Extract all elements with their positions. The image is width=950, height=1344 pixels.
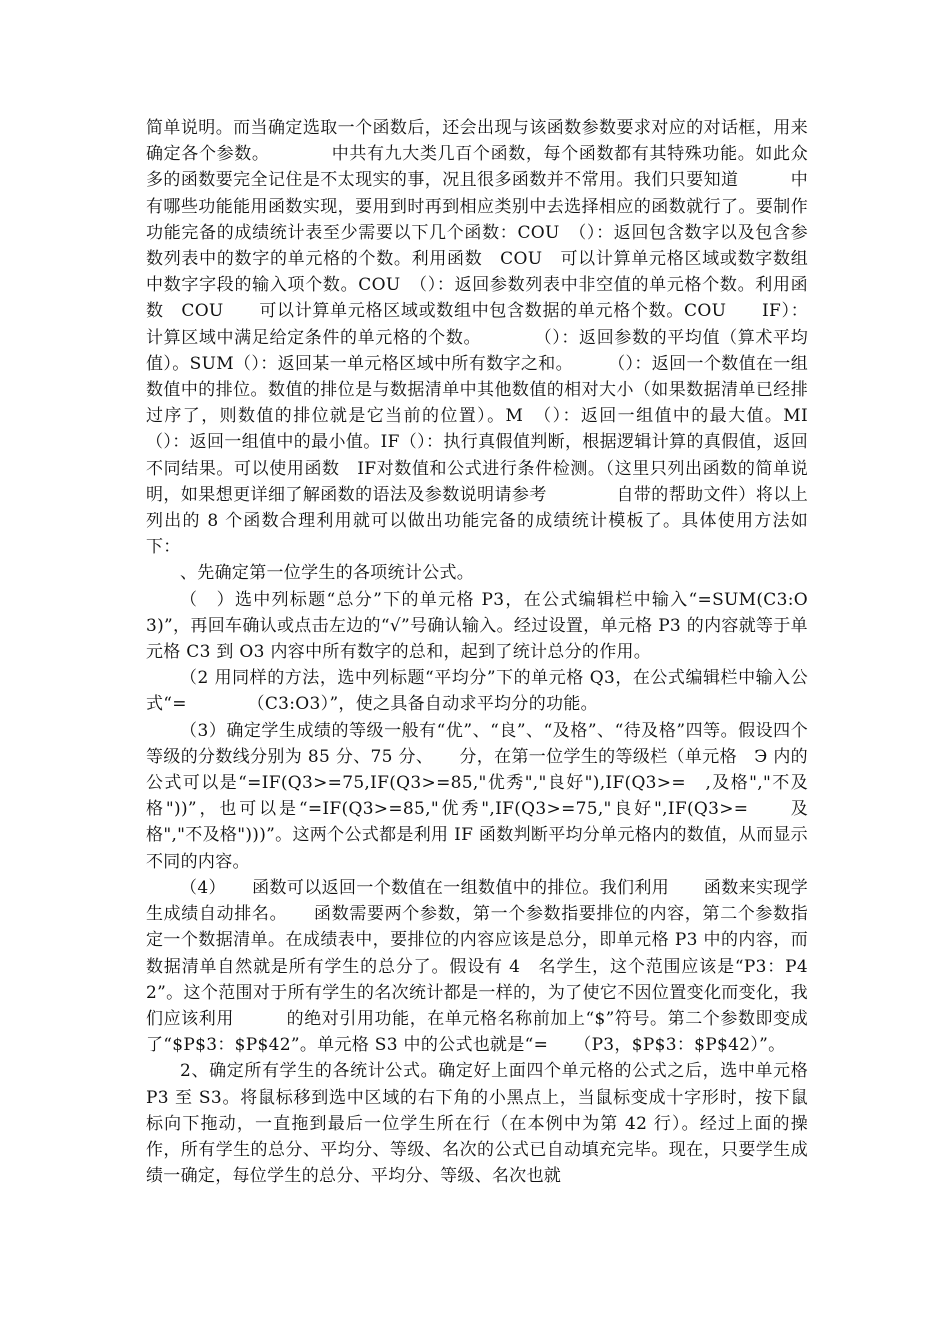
paragraph-step1-rank: （4） 函数可以返回一个数值在一组数值中的排位。我们利用 函数来实现学生成绩自动排名。 函数需要两个参数，第一个参数指要排位的内容，第二个参数指定一个数据清单。在成绩表中，要排位的内容应该是总分，即单元格 P3 中的内容，而数据清单自然就是所有学生的总分了。假设有 4 名学生，这个范围应该是“P3：P42”。这个范围对于所有学生的名次统计都是一样的，为了使它不因位置变化而变化，我们应该利用 的绝对引用功能，在单元格名称前加上“$”符号。第二个参数即变成了“$P$3：$P$42”。单元格 S3 中的公式也就是“= （P3，$P$3：$P$42）”。 <box>146 877 808 1056</box>
paragraph-step1-heading: 、先确定第一位学生的各项统计公式。 <box>180 563 475 584</box>
document-body <box>146 115 808 1189</box>
paragraph-step1-average: （2 用同样的方法，选中列标题“平均分”下的单元格 Q3，在公式编辑栏中输入公式“= （C3:O3）”，使之具备自动求平均分的功能。 <box>146 668 808 715</box>
paragraph-step1-total: （ ）选中列标题“总分”下的单元格 P3，在公式编辑栏中输入“=SUM(C3:O3)”，再回车确认或点击左边的“√”号确认输入。经过设置，单元格 P3 的内容就等于单元格 C3 到 O3 内容中所有数字的总和，起到了统计总分的作用。 <box>146 589 808 663</box>
paragraph-function-overview: 简单说明。而当确定选取一个函数后，还会出现与该函数参数要求对应的对话框，用来确定各个参数。 中共有九大类几百个函数，每个函数都有其特殊功能。如此众多的函数要完全记住是不太现实的事，况且很多函数并不常用。我们只要知道 中有哪些功能能用函数实现，要用到时再到相应类别中去选择相应的函数就行了。要制作功能完备的成绩统计表至少需要以下几个函数：COU （）：返回包含数字以及包含参数列表中的数字的单元格的个数。利用函数 COU 可以计算单元格区域或数字数组中数字字段的输入项个数。COU （）：返回参数列表中非空值的单元格个数。利用函数 COU 可以计算单元格区域或数组中包含数据的单元格个数。COU IF）：计算区域中满足给定条件的单元格的个数。 （）：返回参数的平均值（算术平均值）。SUM（）：返回某一单元格区域中所有数字之和。 （）：返回一个数值在一组数值中的排位。数值的排位是与数据清单中其他数值的相对大小（如果数据清单已经排过序了，则数值的排位就是它当前的位置）。M （）：返回一组值中的最大值。MI（）：返回一组值中的最小值。IF（）：执行真假值判断，根据逻辑计算的真假值，返回不同结果。可以使用函数 IF对数值和公式进行条件检测。（这里只列出函数的简单说明，如果想更详细了解函数的语法及参数说明请参考 自带的帮助文件）将以上列出的 8 个函数合理利用就可以做出功能完备的成绩统计模板了。具体使用方法如下： <box>146 118 808 558</box>
paragraph-step1-grade: （3）确定学生成绩的等级一般有“优”、“良”、“及格”、“待及格”四等。假设四个等级的分数线分别为 85 分、75 分、 分，在第一位学生的等级栏（单元格 Э 内的公式可以是“=IF(Q3>=75,IF(Q3>=85,"优秀","良好"),IF(Q3>= ,及格","不及格"))”，也可以是“=IF(Q3>=85,"优秀",IF(Q3>=75,"良好",IF(Q3>= 及格","不及格")))”。这两个公式都是利用 IF 函数判断平均分单元格内的数值，从而显示不同的内容。 <box>146 720 808 872</box>
paragraph-step2-fill: 2、确定所有学生的各统计公式。确定好上面四个单元格的公式之后，选中单元格 P3 至 S3。将鼠标移到选中区域的右下角的小黑点上，当鼠标变成十字形时，按下鼠标向下拖动，一直拖到最后一位学生所在行（在本例中为第 42 行）。经过上面的操作，所有学生的总分、平均分、等级、名次的公式已自动填充完毕。现在，只要学生成绩一确定，每位学生的总分、平均分、等级、名次也就 <box>146 1061 808 1187</box>
